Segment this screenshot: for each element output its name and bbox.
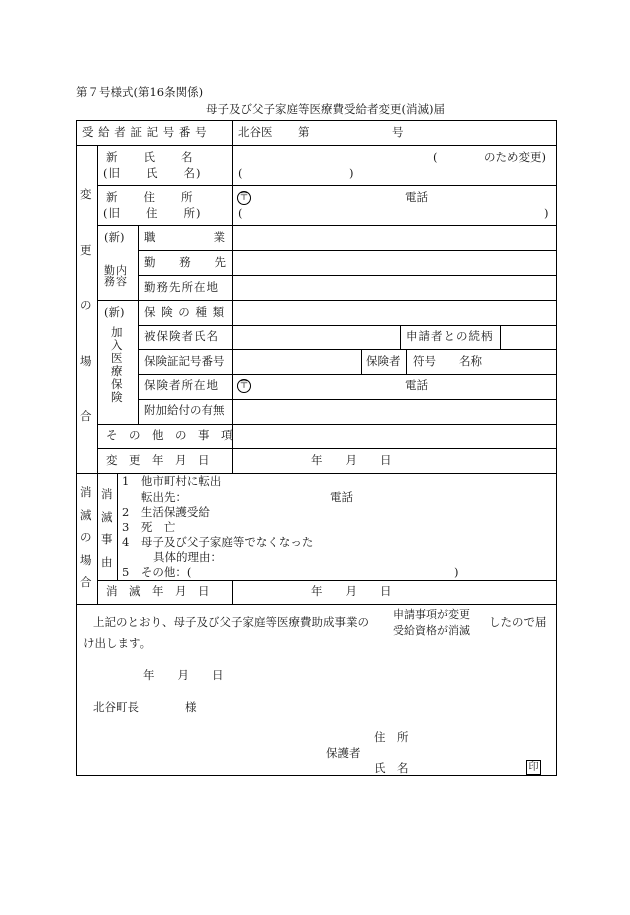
recipient-label-text: 受 給 者 証 記 号 番 号: [82, 125, 208, 139]
relation-value-divider: [500, 325, 501, 349]
occupation-label: [144, 232, 226, 244]
declaration-line1-post: したので届: [489, 615, 547, 629]
insurer-postal-mark: 〒: [239, 380, 249, 391]
side-char: 場: [80, 552, 92, 567]
rule-workplace-bottom: [138, 275, 557, 276]
workplace-address-label: 勤務先所在地: [144, 280, 219, 294]
declaration-line1: 上記のとおり、母子及び父子家庭等医療費助成事業の: [93, 615, 369, 629]
addressee: 北谷町長 様: [93, 700, 197, 714]
side-char: 更: [80, 242, 92, 257]
form-number: 第７号様式(第16条関係): [76, 85, 204, 99]
reason-2: 2 生活保護受給: [122, 505, 210, 519]
phone-label: 電話: [405, 190, 428, 204]
ins-cert-label: 保険証記号番号: [144, 354, 225, 368]
work-side-label: 勤内務容: [104, 264, 128, 288]
ext-date-label: 消 滅 年 月 日: [106, 584, 210, 598]
recipient-go: 号: [392, 125, 404, 139]
reason-char: 由: [101, 554, 113, 569]
rule-address-bottom: [97, 225, 557, 226]
border-left: [76, 120, 77, 775]
reason-char: 事: [101, 532, 113, 546]
ins-new-label: (新): [104, 305, 125, 319]
rule-recipient-bottom: [76, 145, 557, 146]
workplace-text: 勤 務 先: [144, 255, 226, 269]
option-change: 申請事項が変更: [393, 608, 470, 621]
old-address-open: (: [238, 206, 243, 220]
ins-inner-divider: [138, 300, 139, 424]
rule-work-bottom: [97, 300, 557, 301]
recipient-divider: [232, 120, 233, 145]
reason-5: 5 その他：(: [122, 565, 192, 579]
border-bottom: [76, 775, 557, 776]
reason-3: 3 死 亡: [122, 520, 176, 534]
insurer-label: 保険者: [366, 354, 401, 368]
side-char: の: [80, 530, 92, 544]
old-address-label: (旧 住 所): [103, 206, 202, 220]
rule-reasons-bottom: [97, 580, 557, 581]
name-reason-open: (: [433, 150, 438, 164]
relation-divider: [400, 325, 401, 349]
side-char: 消: [80, 485, 92, 499]
extra-benefit-label: 附加給付の有無: [144, 403, 225, 417]
recipient-dai: 第: [298, 125, 310, 139]
rule-extinction-bottom: [76, 604, 557, 605]
side-char: の: [80, 298, 92, 312]
change-date-value: 年 月 日: [311, 453, 392, 467]
address-label: 住 所: [374, 730, 409, 744]
ins-side-label: 加入医療保険: [111, 325, 123, 404]
guardian-label: 保護者: [326, 746, 361, 760]
ins-type-label: 保 険 の 種 類: [144, 305, 226, 319]
change-side-label: [80, 189, 92, 423]
relation-label: 申請者との続柄: [406, 329, 494, 343]
rule-ins-bottom: [97, 424, 557, 425]
ext-side-divider: [97, 473, 98, 604]
postal-icon: [237, 191, 251, 205]
old-name-label: (旧 氏 名): [103, 166, 202, 180]
reason-1-phone: 電話: [330, 490, 353, 504]
option-extinct: 受給資格が消滅: [393, 624, 470, 637]
name-label: 氏 名: [374, 761, 409, 775]
recipient-label: [82, 127, 226, 139]
side-char: 合: [80, 575, 92, 589]
reason-5-close: ): [454, 565, 459, 579]
reason-4-detail: 具体的理由：: [153, 550, 222, 564]
other-label: そ の 他 の 事 項: [106, 428, 233, 442]
new-name-label: 新 氏 名: [106, 150, 194, 164]
postal-mark: 〒: [239, 192, 249, 203]
old-name-close: ): [349, 166, 354, 180]
old-name-open: (: [238, 166, 243, 180]
border-top: [76, 120, 557, 121]
reason-char: 滅: [101, 509, 113, 524]
insurer-divider: [361, 349, 362, 374]
side-char: 滅: [80, 507, 92, 522]
declaration-line2: け出します。: [83, 636, 152, 650]
work-inner-divider: [138, 225, 139, 300]
new-address-label: 新 住 所: [106, 190, 194, 204]
insured-name-label: 被保険者氏名: [144, 329, 219, 343]
old-address-close: ): [544, 206, 549, 220]
rule-inscert-bottom: [138, 374, 557, 375]
insurer-address-label: 保険者所在地: [144, 378, 219, 392]
recipient-district: 北谷医: [238, 125, 273, 139]
work-new-label: (新): [104, 230, 125, 244]
ext-reason-divider: [117, 473, 118, 580]
side-char: 合: [80, 409, 92, 423]
ext-date-divider: [232, 580, 233, 604]
rule-name-bottom: [97, 185, 557, 186]
code-label: 符号: [413, 354, 436, 368]
rule-insured-bottom: [138, 349, 557, 350]
name-reason-close: のため変更): [484, 150, 546, 164]
side-char: 変: [80, 187, 92, 201]
reason-char: 消: [101, 487, 113, 501]
form-title: 母子及び父子家庭等医療費受給者変更(消滅)届: [206, 102, 445, 116]
reason-1: 1 他市町村に転出: [122, 474, 222, 488]
rule-occupation-bottom: [138, 250, 557, 251]
extinction-side-label: [80, 487, 92, 589]
seal-mark: 印: [526, 760, 541, 775]
insurer-postal-icon: [237, 379, 251, 393]
workplace-label: [144, 257, 226, 269]
reason-4: 4 母子及び父子家庭等でなくなった: [122, 535, 314, 549]
insurer-value-divider: [406, 349, 407, 374]
rule-instype-bottom: [138, 325, 557, 326]
change-date-label: 変 更 年 月 日: [106, 453, 210, 467]
rule-insaddr-bottom: [138, 399, 557, 400]
side-char: 場: [80, 353, 92, 368]
rule-other-bottom: [97, 448, 557, 449]
declaration-date: 年 月 日: [143, 668, 224, 682]
occupation-text: 職 業: [144, 230, 226, 244]
name-col-label: 名称: [459, 354, 482, 368]
extinction-reason-label: [101, 489, 113, 568]
ext-date-value: 年 月 日: [311, 584, 392, 598]
reason-1-destination: 転出先：: [141, 490, 187, 504]
insurer-phone-label: 電話: [405, 378, 428, 392]
